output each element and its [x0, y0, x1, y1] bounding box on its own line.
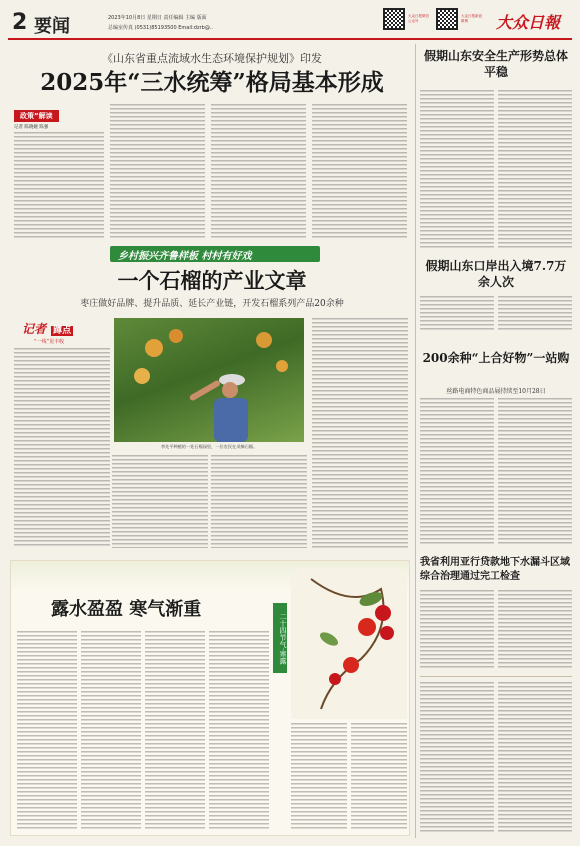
- lead-byline: 记者 陈晓婉 陈强: [14, 125, 49, 130]
- story3-subhead: 丝路电商特色商品展持续至10月28日: [446, 388, 546, 395]
- rural-column: [312, 318, 408, 548]
- story4-column: [498, 590, 572, 670]
- rural-banner: [110, 246, 320, 262]
- qr-caption-right: 大众日报新浪微博: [461, 14, 482, 23]
- brief-column: [498, 682, 572, 832]
- solar-column: [291, 723, 347, 831]
- lead-column: [312, 104, 407, 238]
- rural-column: [112, 455, 208, 548]
- qr-code-icon: [436, 8, 458, 30]
- story2-headline: 假期山东口岸出入境7.7万余人次: [425, 259, 567, 289]
- story3-column: [420, 398, 494, 546]
- solar-column: [209, 631, 269, 831]
- reporter-tag-badge: 蹲点: [53, 326, 72, 336]
- right-column-rule: [420, 676, 572, 677]
- photo-caption: 李先平种植的一处石榴园里，一位农民在采摘石榴。: [160, 444, 258, 449]
- lead-kicker: 《山东省重点流域水生态环境保护规划》印发: [102, 52, 322, 65]
- reporter-tag-text: 记者: [22, 322, 47, 336]
- solar-vertical-tag-text: 二十四节气·寒露: [279, 613, 287, 665]
- rural-subhead: 枣庄做好品牌、提升品质、延长产业链，开发石榴系列产品20余种: [80, 299, 344, 309]
- persimmon-illustration: [291, 569, 407, 719]
- lead-column: [110, 104, 205, 238]
- photo-illustration: [114, 318, 304, 442]
- rural-column: [14, 348, 110, 548]
- story4-headline: 我省利用亚行贷款地下水漏斗区域综合治理通过完工检查: [420, 557, 570, 582]
- solar-vertical-tag: [273, 603, 287, 673]
- story1-column: [498, 90, 572, 250]
- story2-column: [420, 296, 494, 332]
- lead-column: [211, 104, 306, 238]
- masthead-rule: [8, 38, 572, 40]
- solar-term-headline: 露水盈盈 寒气渐重: [51, 599, 202, 620]
- lead-headline: 2025年“三水统筹”格局基本形成: [40, 69, 384, 96]
- solar-column: [81, 631, 141, 831]
- brief-column: [420, 682, 494, 832]
- reporter-tag: [22, 318, 88, 338]
- story1-headline: 假期山东安全生产形势总体平稳: [423, 49, 568, 79]
- story2-column: [498, 296, 572, 332]
- solar-column: [351, 723, 407, 831]
- brand-logo: 大众日報: [496, 13, 561, 32]
- pomegranate-photo: [114, 318, 304, 442]
- right-column-divider: [415, 44, 416, 838]
- story3-column: [498, 398, 572, 546]
- page-number: 2: [12, 10, 28, 35]
- story1-column: [420, 90, 494, 250]
- qr-code-icon: [383, 8, 405, 30]
- reporter-subtag: “一线”见丰收: [34, 339, 65, 345]
- section-name: 要闻: [34, 16, 70, 37]
- rural-column: [211, 455, 307, 548]
- policy-tag: 政策”解读: [14, 110, 59, 122]
- story3-headline: 200余种“上合好物”一站购: [422, 351, 570, 365]
- solar-term-section: [10, 560, 410, 836]
- story4-column: [420, 590, 494, 670]
- qr-caption-left: 大众日报微信公众号: [408, 14, 429, 23]
- persimmon-graphic: [291, 569, 407, 719]
- lead-column: [14, 132, 104, 238]
- solar-column: [145, 631, 205, 831]
- masthead: [8, 8, 572, 38]
- solar-column: [17, 631, 77, 831]
- date-line: 2023年10月8日 星期日 责任编辑 主编 版面: [108, 15, 207, 21]
- contact-line: 总编室传真 (0531)85193500 Email:dzrb@..: [108, 25, 214, 31]
- rural-headline: 一个石榴的产业文章: [117, 268, 307, 293]
- rural-banner-text: 乡村振兴齐鲁样板 村村有好戏: [118, 251, 252, 262]
